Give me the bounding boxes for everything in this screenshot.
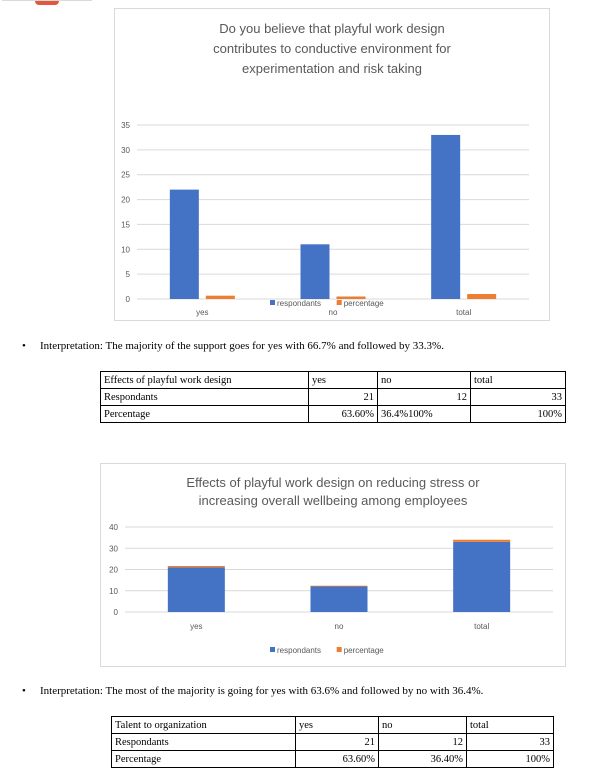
table-cell: 12 [379, 734, 467, 751]
table-cell: 21 [296, 734, 379, 751]
table-cell: 33 [471, 389, 566, 406]
interpretation-1-text: Interpretation: The majority of the support goes for yes with 66.7% and followed by 33.3%. [40, 340, 444, 352]
x-category-label: total [474, 622, 490, 631]
table-header-row [112, 717, 554, 734]
y-tick-label: 15 [121, 220, 130, 230]
table-row [101, 406, 566, 423]
bar-percentage [311, 586, 368, 587]
table-effects [100, 371, 566, 423]
legend-swatch [337, 300, 342, 305]
interpretation-2 [22, 685, 483, 697]
bar-percentage [467, 294, 496, 299]
table-cell: 36.4%100% [378, 406, 471, 423]
table-cell: Percentage [112, 751, 296, 768]
bar-respondants [168, 567, 225, 612]
table-cell: 12 [378, 389, 471, 406]
x-category-label: yes [196, 308, 209, 317]
bar-percentage [168, 566, 225, 567]
chart-title-line: increasing overall wellbeing among employees [198, 493, 468, 508]
y-tick-label: 20 [121, 195, 130, 205]
table-cell: 36.40% [379, 751, 467, 768]
table-header-cell: yes [309, 372, 378, 389]
table-cell: 63.60% [296, 751, 379, 768]
table-header-cell: no [379, 717, 467, 734]
legend-label: percentage [343, 646, 384, 655]
table-header-cell: Talent to organization [112, 717, 296, 734]
legend-label: respondants [277, 299, 322, 308]
x-category-label: total [456, 308, 472, 317]
chart-wellbeing [100, 463, 566, 667]
chart-wellbeing-svg [101, 464, 565, 666]
bar-respondants [311, 587, 368, 613]
chart-title-line: contributes to conductive environment for [213, 41, 451, 56]
y-tick-label: 30 [121, 145, 130, 155]
table-cell: Percentage [101, 406, 309, 423]
table-cell: 100% [471, 406, 566, 423]
table-cell: 33 [467, 734, 554, 751]
table-talent [111, 716, 554, 768]
logo-fragment [2, 0, 92, 7]
chart-experimentation [114, 8, 550, 321]
table-cell: Respondants [101, 389, 309, 406]
y-tick-label: 40 [109, 523, 118, 532]
y-tick-label: 10 [109, 586, 118, 596]
table-row [101, 389, 566, 406]
table-header-cell: Effects of playful work design [101, 372, 309, 389]
table-header-cell: total [467, 717, 554, 734]
bullet: • [22, 685, 26, 697]
x-category-label: no [328, 308, 338, 317]
table-cell: 21 [309, 389, 378, 406]
bar-percentage [453, 540, 510, 542]
y-tick-label: 10 [121, 245, 130, 255]
y-tick-label: 20 [109, 565, 118, 575]
y-tick-label: 30 [109, 544, 118, 554]
bar-respondants [431, 135, 460, 299]
table-cell: Respondants [112, 734, 296, 751]
bar-respondants [301, 244, 330, 299]
table-header-cell: total [471, 372, 566, 389]
bar-respondants [453, 542, 510, 612]
interpretation-2-text: Interpretation: The most of the majority is going for yes with 63.6% and followed by no with 36.4%. [40, 685, 484, 697]
legend-swatch [270, 647, 275, 652]
chart-title-line: Do you believe that playful work design [219, 21, 445, 36]
chart-title-line: experimentation and risk taking [242, 61, 422, 76]
table-header-row [101, 372, 566, 389]
bar-percentage [206, 296, 235, 299]
table-cell: 63.60% [309, 406, 378, 423]
interpretation-1 [22, 340, 444, 352]
table-header-cell: yes [296, 717, 379, 734]
y-tick-label: 5 [125, 270, 130, 280]
y-tick-label: 35 [121, 121, 130, 130]
legend-label: respondants [277, 646, 322, 655]
table-row [112, 751, 554, 768]
y-tick-label: 0 [113, 608, 118, 617]
legend-label: percentage [343, 299, 384, 308]
legend-swatch [270, 300, 275, 305]
bullet: • [22, 340, 26, 352]
bar-respondants [170, 190, 199, 299]
chart-experimentation-svg [115, 9, 549, 320]
table-cell: 100% [467, 751, 554, 768]
y-tick-label: 0 [125, 295, 130, 304]
table-header-cell: no [378, 372, 471, 389]
legend-swatch [337, 647, 342, 652]
y-tick-label: 25 [121, 170, 130, 180]
x-category-label: yes [190, 622, 203, 631]
x-category-label: no [334, 622, 344, 631]
logo-arc [35, 1, 59, 5]
table-row [112, 734, 554, 751]
chart-title-line: Effects of playful work design on reducing stress or [186, 475, 480, 490]
